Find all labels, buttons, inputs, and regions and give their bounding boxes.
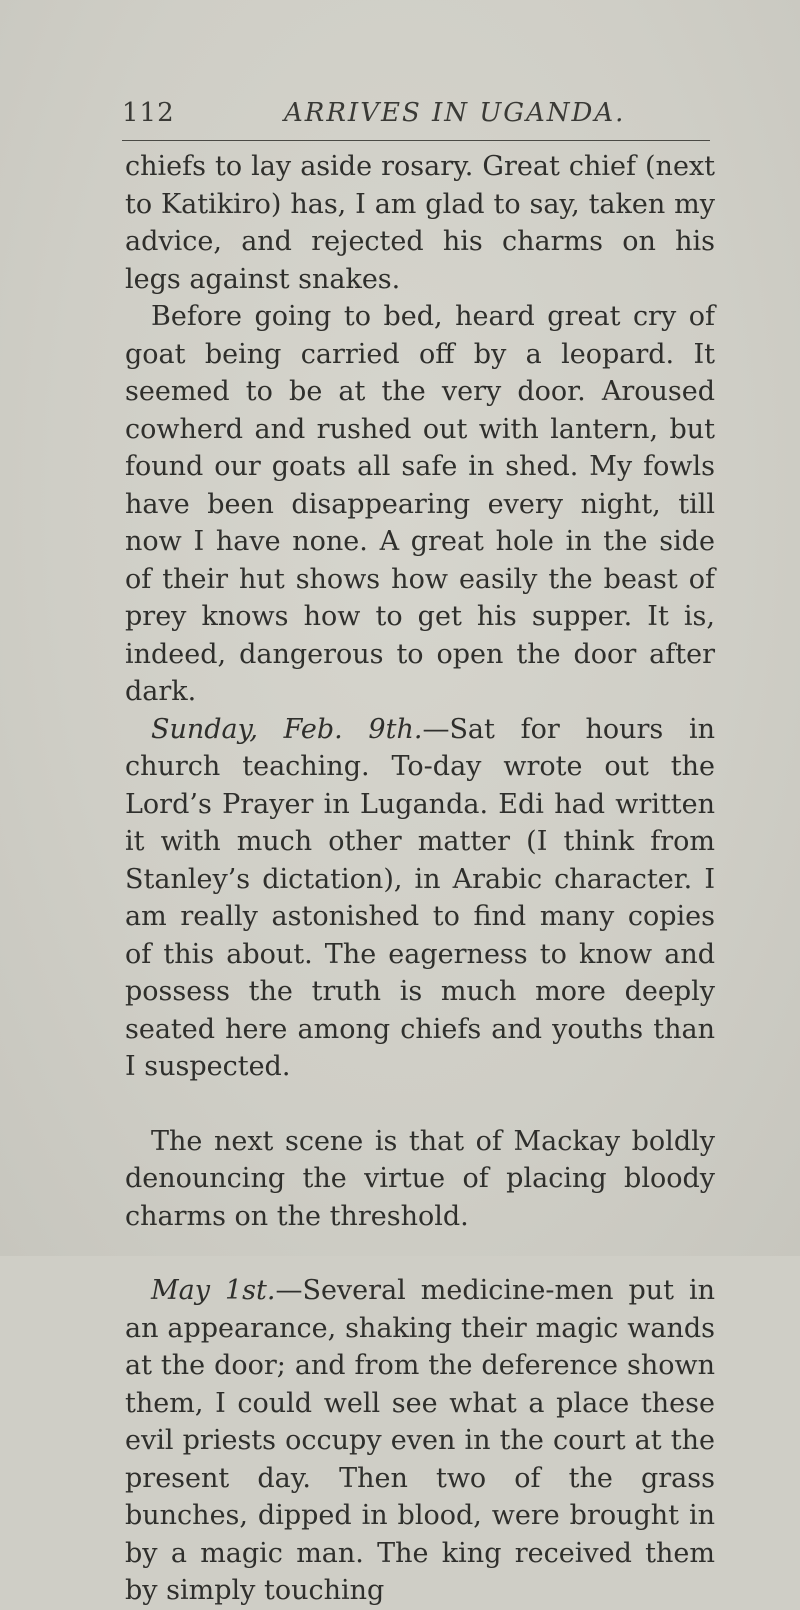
paragraph-2: Before going to bed, heard great cry of goat being carried off by a leopard. It seemed to be at the very door. Aroused cowherd and rushed out with lantern, but found our goats all safe in shed. My fowls have been disappearing every night, till now I have none. A great hole in the side of their hut shows how easily the beast of prey knows how to get his supper. It is, indeed, dangerous to open the door after dark. (125, 301, 715, 707)
paragraph-3-text: —Sat for hours in church teaching. To-day wrote out the Lord’s Prayer in Luganda. Edi had written it with much other matter (I think from Stanley’s dictation), in Arabic character. I am really astonished to find many copies of this about. The eagerness to know and possess the truth is much more deeply seated here among chiefs and youths than I suspected. (125, 713, 715, 1082)
header-rule (122, 140, 710, 141)
page-header (122, 98, 710, 138)
paragraph-4: The next scene is that of Mackay boldly denouncing the virtue of placing bloody charms on the threshold. (125, 1125, 715, 1232)
section-gap (125, 1086, 715, 1123)
running-head: ARRIVES IN UGANDA. (284, 98, 626, 128)
section-gap (125, 1235, 715, 1272)
paragraph-1: chiefs to lay aside rosary. Great chief (next to Katikiro) has, I am glad to say, taken my advice, and rejected his charms on his legs against snakes. (125, 151, 715, 295)
diary-date: Sunday, Feb. 9th. (151, 713, 423, 745)
paragraph-5 (125, 1272, 715, 1610)
paragraph-3 (125, 711, 715, 1086)
body-text (125, 148, 715, 1610)
page-number: 112 (122, 98, 175, 128)
paragraph-5-text: —Several medicine-men put in an appearance, shaking their magic wands at the door; and from the deference shown them, I could well see what a place these evil priests occupy even in the court at the present day. Then two of the grass bunches, dipped in blood, were brought in by a magic man. The king received them by simply touching (125, 1275, 716, 1606)
diary-date: May 1st. (151, 1275, 276, 1306)
